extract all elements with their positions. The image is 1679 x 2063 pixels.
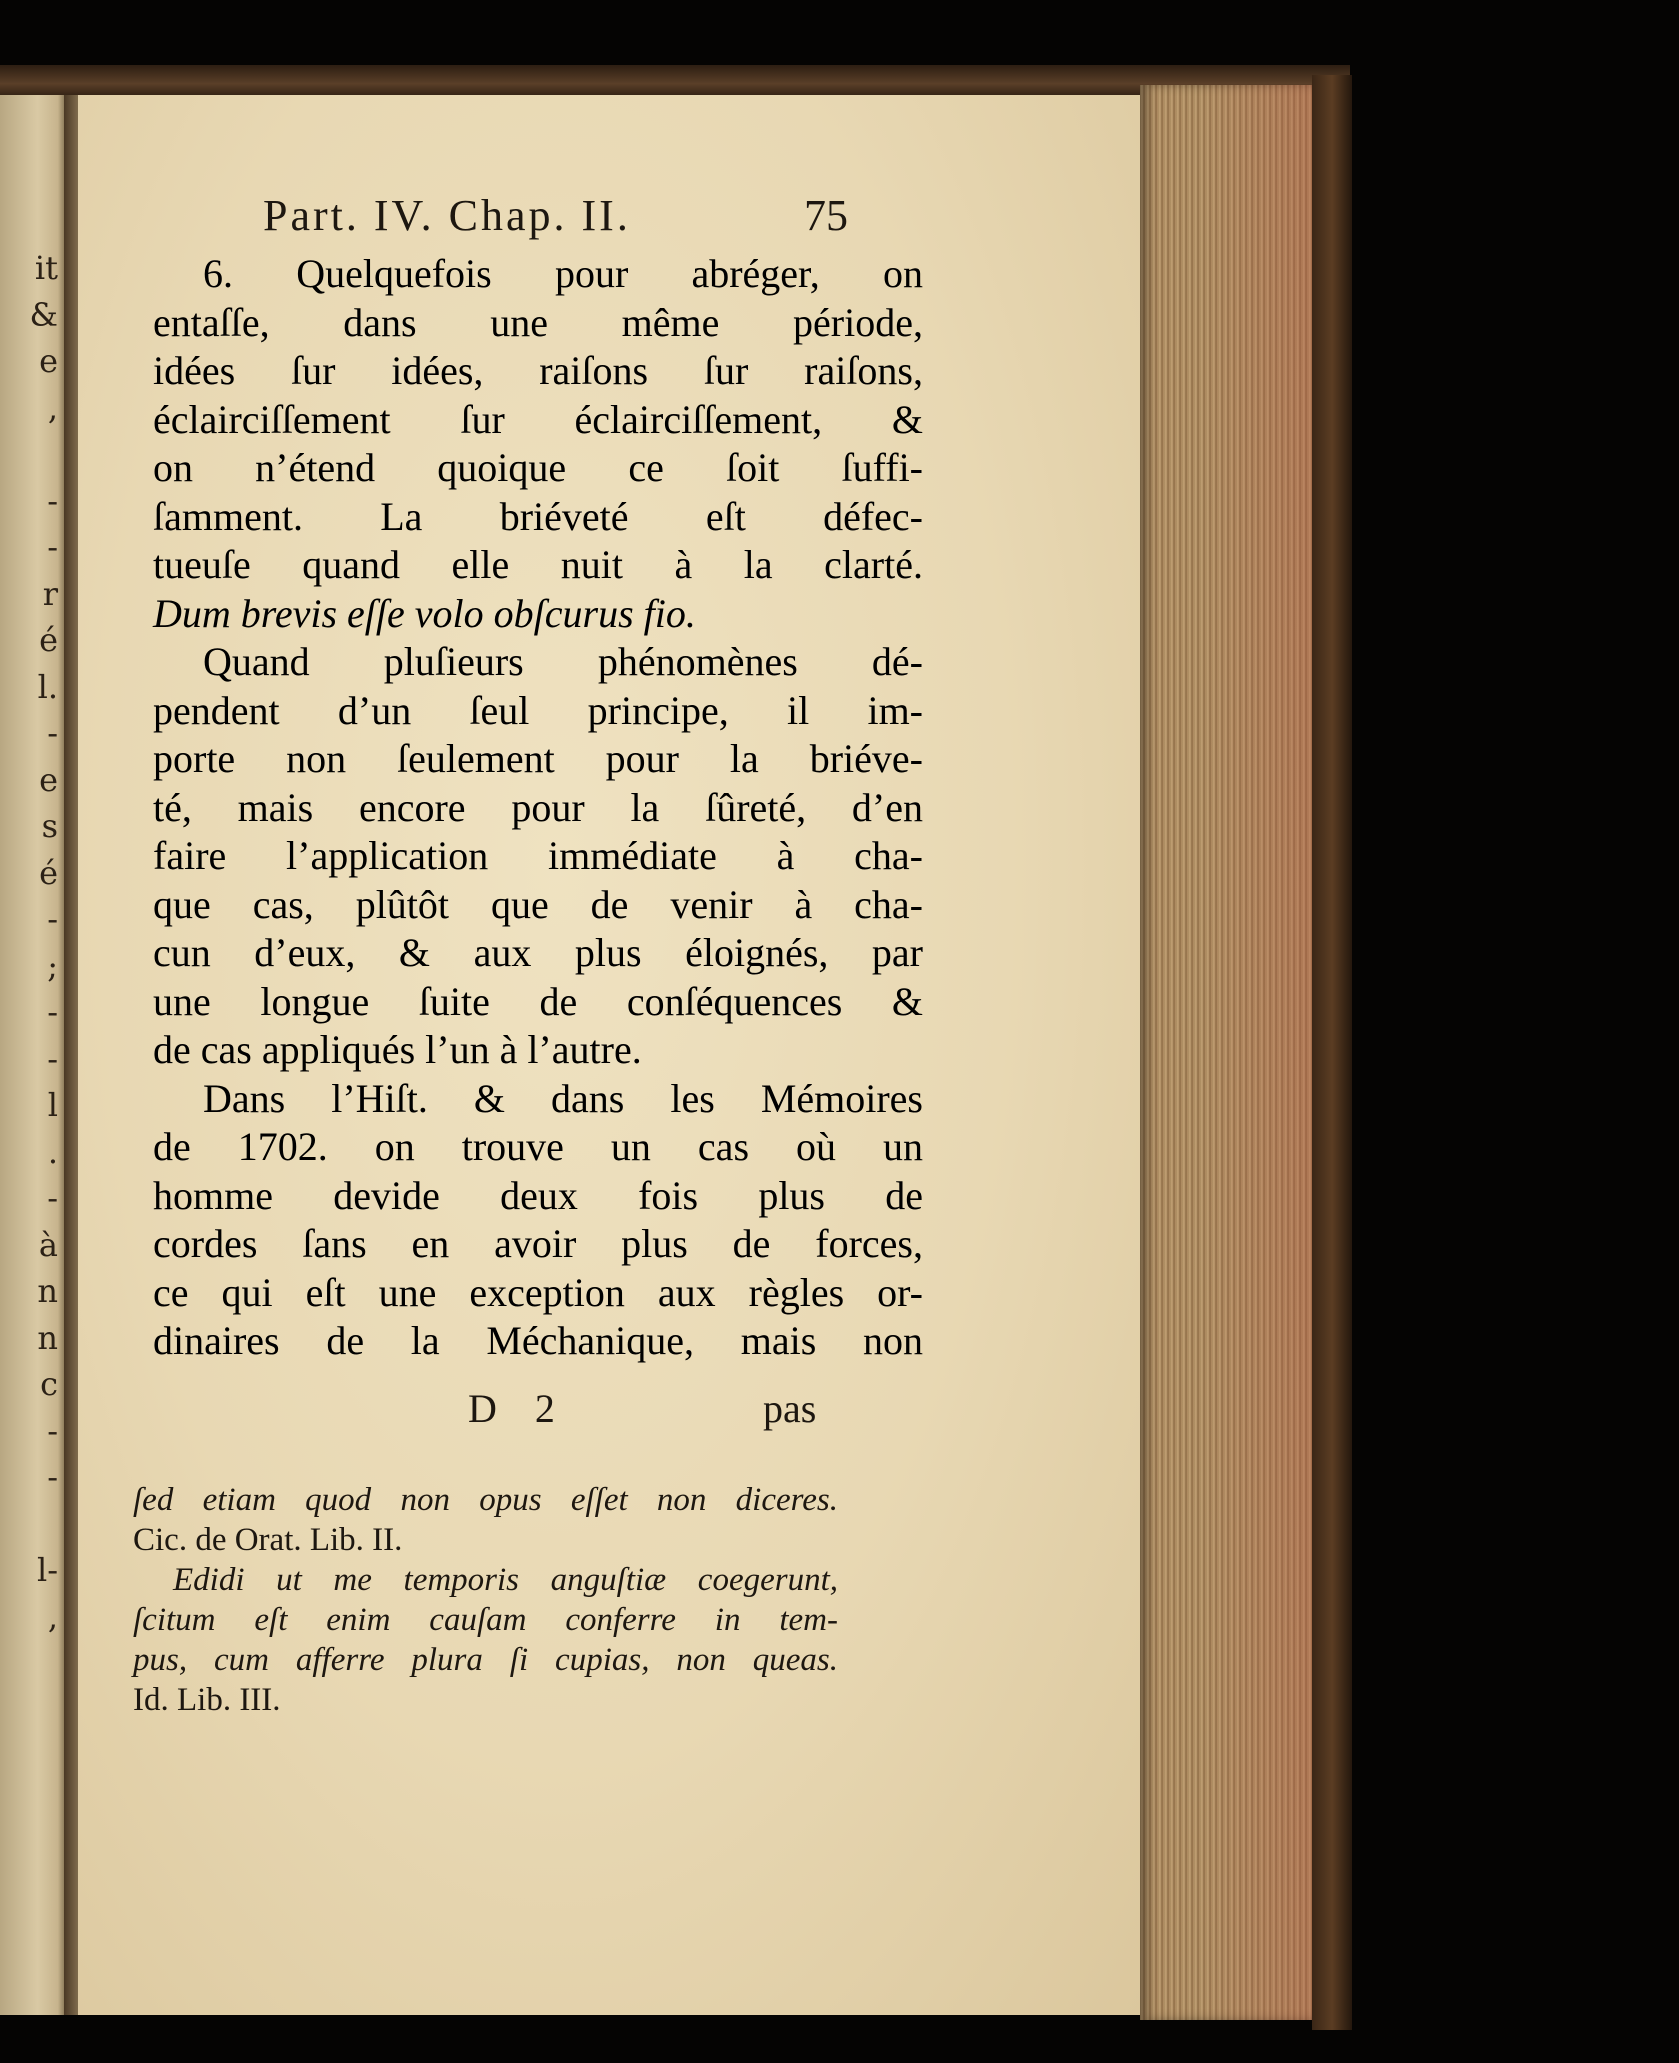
left-page-fragment: - <box>47 993 58 1031</box>
signature-mark: D 2 <box>468 1386 555 1431</box>
body-text <box>153 250 923 1366</box>
left-page-fragment <box>0 1501 68 1548</box>
body-line: éclairciſſement ſur éclairciſſement, & <box>153 396 923 442</box>
left-page-fragment: , <box>47 1597 58 1636</box>
left-page-fragment: - <box>47 1039 58 1078</box>
left-page-fragment: s <box>41 807 58 845</box>
body-line: Quand pluſieurs phénomènes dé- <box>203 639 923 684</box>
left-page-fragment: c <box>40 1365 58 1403</box>
body-line: homme devide deux fois plus de <box>153 1172 923 1218</box>
body-line: cordes ſans en avoir plus de forces, <box>153 1221 923 1266</box>
body-line: ſamment. La briéveté eſt défec- <box>153 493 923 539</box>
body-line: de 1702. on trouve un cas où un <box>153 1124 923 1169</box>
body-line: pendent d’un ſeul principe, il im- <box>153 687 923 733</box>
left-page-fragment: - <box>47 900 58 938</box>
right-page <box>78 95 1140 2015</box>
left-page-fragment: l- <box>36 1551 58 1589</box>
body-line: de cas appliqués l’un à l’autre. <box>153 1027 642 1072</box>
body-line: une longue ſuite de conſéquences & <box>153 978 923 1024</box>
left-page <box>0 95 68 2015</box>
cover-edge <box>1312 75 1352 2030</box>
body-line: faire l’application immédiate à cha- <box>153 833 923 878</box>
body-line: cun d’eux, & aux plus éloignés, par <box>153 930 923 975</box>
body-line: dinaires de la Méchanique, mais non <box>153 1318 923 1363</box>
left-page-fragment: it <box>34 249 58 287</box>
body-line: que cas, plûtôt que de venir à cha- <box>153 881 923 927</box>
running-head: Part. IV. Chap. II. <box>263 191 631 240</box>
left-page-fragment: l <box>47 1086 58 1124</box>
left-page-fragment: é <box>39 621 58 659</box>
left-page-fragment: & <box>29 295 58 334</box>
body-line: tueuſe quand elle nuit à la clarté. <box>153 542 923 587</box>
left-page-fragment: r <box>42 574 58 613</box>
left-page-fragment: - <box>47 528 58 566</box>
footnote-line: ſcitum eſt enim cauſam conferre in tem- <box>133 1602 838 1638</box>
catchword: pas <box>763 1386 817 1431</box>
left-page-fragment: l. <box>37 667 58 706</box>
left-page-fragment <box>0 431 68 478</box>
body-line: Dum brevis eſſe volo obſcurus fio. <box>153 590 696 636</box>
left-page-fragment: e <box>39 342 58 380</box>
left-page-fragment: - <box>47 481 58 520</box>
left-page-fragment: - <box>47 714 58 752</box>
footnote-line: Id. Lib. III. <box>133 1682 281 1718</box>
footnote-line: ſed etiam quod non opus eſſet non diceres. <box>133 1482 838 1518</box>
footnote-line: Cic. de Orat. Lib. II. <box>133 1522 403 1558</box>
page-number: 75 <box>804 191 848 240</box>
left-page-fragment: ; <box>47 946 58 985</box>
body-line: entaſſe, dans une même période, <box>153 299 923 345</box>
body-line: 6. Quelquefois pour abréger, on <box>203 251 923 296</box>
left-page-fragment: n <box>37 1318 58 1357</box>
left-page-fragment: , <box>47 388 58 427</box>
left-page-fragment: - <box>47 1179 58 1217</box>
left-page-fragment: e <box>39 760 58 799</box>
left-page-fragment: é <box>39 853 58 892</box>
body-line: Dans l’Hiſt. & dans les Mémoires <box>203 1075 923 1121</box>
left-page-fragment: . <box>47 1132 58 1171</box>
fore-edge-tint <box>1200 85 1315 2020</box>
left-page-fragment: n <box>37 1272 58 1310</box>
body-line: té, mais encore pour la ſûreté, d’en <box>153 784 923 830</box>
footnote-line: Edidi ut me temporis anguſtiæ coegerunt, <box>173 1562 838 1598</box>
left-page-fragment: - <box>47 1411 58 1450</box>
left-page-fragment: - <box>47 1458 58 1496</box>
body-line: idées ſur idées, raiſons ſur raiſons, <box>153 348 923 393</box>
left-page-fragments <box>0 245 68 1640</box>
left-page-fragment: à <box>38 1225 58 1264</box>
footnote-line: pus, cum afferre plura ſi cupias, non queas. <box>133 1642 838 1678</box>
footnotes <box>133 1480 838 1720</box>
body-line: porte non ſeulement pour la briéve- <box>153 736 923 781</box>
body-line: ce qui eſt une exception aux règles or- <box>153 1269 923 1315</box>
body-line: on n’étend quoique ce ſoit ſuffi- <box>153 445 923 490</box>
